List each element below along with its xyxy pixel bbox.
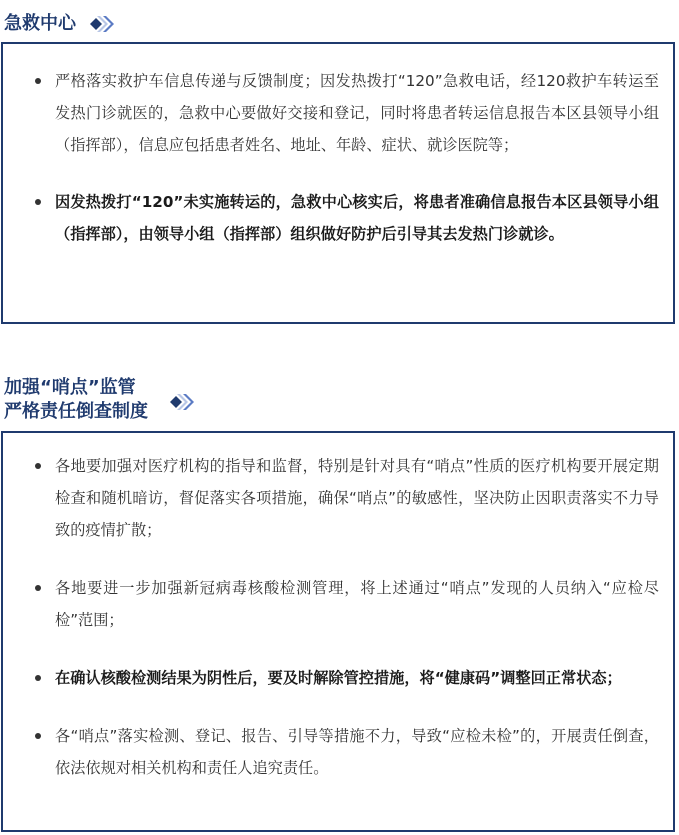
bullet-icon bbox=[35, 585, 41, 591]
list-item-text: 各“哨点”落实检测、登记、报告、引导等措施不力，导致“应检未检”的，开展责任倒查，依法依规对相关机构和责任人追究责任。 bbox=[55, 727, 659, 777]
bullet-icon bbox=[35, 733, 41, 739]
section-heading-sentinel-supervision bbox=[4, 376, 148, 424]
list-item bbox=[31, 720, 659, 784]
diamond-chevron-icon bbox=[88, 14, 122, 34]
emergency-center-list bbox=[31, 65, 659, 250]
bullet-icon bbox=[35, 78, 41, 84]
sentinel-supervision-list bbox=[31, 450, 659, 784]
section-heading-emergency-center bbox=[4, 12, 76, 36]
section-title: 急救中心 bbox=[4, 13, 76, 34]
list-item bbox=[31, 65, 659, 161]
list-item bbox=[31, 450, 659, 546]
list-item-text: 各地要进一步加强新冠病毒核酸检测管理，将上述通过“哨点”发现的人员纳入“应检尽检”范围； bbox=[55, 579, 659, 629]
diamond-chevron-icon bbox=[168, 392, 202, 412]
list-item bbox=[31, 186, 659, 250]
list-item-text: 严格落实救护车信息传递与反馈制度；因发热拨打“120”急救电话，经120救护车转运至发热门诊就医的，急救中心要做好交接和登记，同时将患者转运信息报告本区县领导小组（指挥部），信息应包括患者姓名、地址、年龄、症状、就诊医院等； bbox=[55, 72, 659, 154]
list-item bbox=[31, 572, 659, 636]
bullet-icon bbox=[35, 675, 41, 681]
list-item-text: 因发热拨打“120”未实施转运的，急救中心核实后，将患者准确信息报告本区县领导小组（指挥部），由领导小组（指挥部）组织做好防护后引导其去发热门诊就诊。 bbox=[55, 193, 659, 243]
section-title-line1: 加强“哨点”监管 bbox=[4, 377, 136, 398]
bullet-icon bbox=[35, 199, 41, 205]
emergency-center-content-box bbox=[1, 42, 675, 324]
sentinel-supervision-content-box bbox=[1, 431, 675, 832]
section-title-line2: 严格责任倒查制度 bbox=[4, 401, 148, 422]
list-item-text: 各地要加强对医疗机构的指导和监督，特别是针对具有“哨点”性质的医疗机构要开展定期检查和随机暗访，督促落实各项措施，确保“哨点”的敏感性，坚决防止因职责落实不力导致的疫情扩散； bbox=[55, 457, 659, 539]
list-item bbox=[31, 662, 659, 694]
bullet-icon bbox=[35, 463, 41, 469]
list-item-text: 在确认核酸检测结果为阴性后，要及时解除管控措施，将“健康码”调整回正常状态； bbox=[55, 669, 622, 687]
